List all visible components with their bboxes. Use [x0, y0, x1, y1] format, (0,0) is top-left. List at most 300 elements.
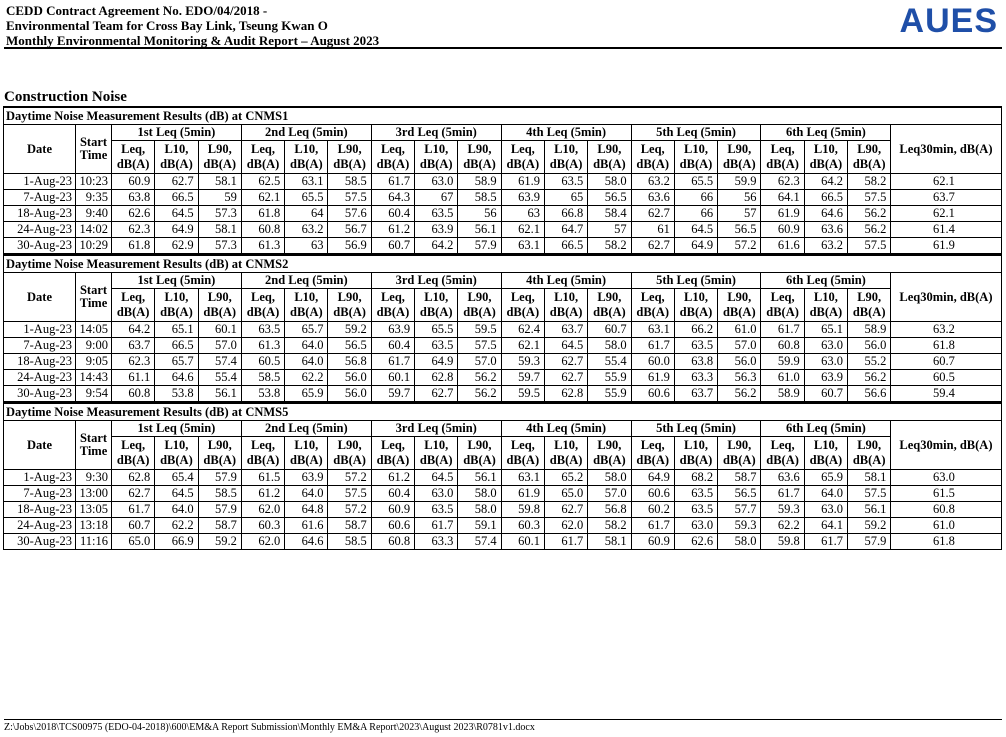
value-cell: 63.9: [804, 370, 847, 386]
value-cell: 62.7: [155, 174, 198, 190]
value-cell: 59.7: [501, 370, 544, 386]
value-cell: 65.7: [155, 354, 198, 370]
value-cell: 55.4: [198, 370, 241, 386]
value-cell: 65.5: [415, 322, 458, 338]
value-cell: 60.9: [371, 502, 414, 518]
time-cell: 14:43: [76, 370, 112, 386]
value-cell: 64.0: [285, 486, 328, 502]
value-cell: 63.9: [371, 322, 414, 338]
value-cell: 65.2: [544, 470, 587, 486]
metric-header: L10, dB(A): [155, 289, 198, 322]
value-cell: 64.5: [544, 338, 587, 354]
value-cell: 64.0: [285, 338, 328, 354]
value-cell: 60.9: [112, 174, 155, 190]
value-cell: 64.5: [155, 486, 198, 502]
metric-header: L90, dB(A): [848, 141, 891, 174]
value-cell: 64.6: [155, 370, 198, 386]
date-cell: 24-Aug-23: [4, 518, 76, 534]
value-cell: 62.2: [285, 370, 328, 386]
time-cell: 9:30: [76, 470, 112, 486]
value-cell: 56.7: [328, 222, 371, 238]
value-cell: 56.3: [718, 370, 761, 386]
value-cell: 58.0: [588, 174, 631, 190]
table-caption: Daytime Noise Measurement Results (dB) at CNMS1: [4, 107, 1002, 125]
metric-header: L10, dB(A): [285, 437, 328, 470]
table-row: [4, 502, 1002, 518]
value-cell: 56.2: [458, 386, 501, 402]
value-cell: 61.6: [285, 518, 328, 534]
value-cell: 62.1: [501, 338, 544, 354]
table-row: [4, 174, 1002, 190]
value-cell: 62.7: [415, 386, 458, 402]
value-cell: 56.2: [848, 370, 891, 386]
metric-header: Leq, dB(A): [371, 289, 414, 322]
value-cell: 63: [285, 238, 328, 254]
leq30-cell: 59.4: [891, 386, 1001, 402]
interval-header: 2nd Leq (5min): [241, 421, 371, 437]
value-cell: 60.7: [804, 386, 847, 402]
value-cell: 56.8: [588, 502, 631, 518]
value-cell: 61.3: [241, 338, 284, 354]
date-cell: 18-Aug-23: [4, 502, 76, 518]
value-cell: 63: [501, 206, 544, 222]
value-cell: 58.0: [458, 486, 501, 502]
value-cell: 55.9: [588, 370, 631, 386]
file-path-footer: Z:\Jobs\2018\TCS00975 (EDO-04-2018)\600\EM&A Report Submission\Monthly EM&A Report\2023\August 2023\R0781v1.docx: [4, 719, 1002, 733]
table-row: [4, 322, 1002, 338]
value-cell: 60.8: [241, 222, 284, 238]
value-cell: 55.2: [848, 354, 891, 370]
value-cell: 57.5: [848, 486, 891, 502]
metric-header: L90, dB(A): [458, 437, 501, 470]
value-cell: 56.2: [848, 206, 891, 222]
value-cell: 62.3: [761, 174, 804, 190]
metric-header: L10, dB(A): [285, 141, 328, 174]
value-cell: 66.5: [804, 190, 847, 206]
value-cell: 57.2: [718, 238, 761, 254]
metric-header: L10, dB(A): [155, 141, 198, 174]
value-cell: 61.7: [631, 518, 674, 534]
start-time-header: Start Time: [76, 421, 112, 470]
value-cell: 62.7: [631, 238, 674, 254]
value-cell: 68.2: [674, 470, 717, 486]
metric-header: L90, dB(A): [848, 437, 891, 470]
value-cell: 64.1: [761, 190, 804, 206]
value-cell: 58.0: [588, 470, 631, 486]
value-cell: 57.5: [458, 338, 501, 354]
value-cell: 63.2: [285, 222, 328, 238]
value-cell: 60.8: [112, 386, 155, 402]
value-cell: 62.0: [241, 502, 284, 518]
value-cell: 63.3: [415, 534, 458, 550]
table-row: [4, 386, 1002, 402]
value-cell: 57.5: [328, 486, 371, 502]
table-row: [4, 534, 1002, 550]
contract-line: CEDD Contract Agreement No. EDO/04/2018 -: [6, 3, 268, 18]
metric-header: Leq, dB(A): [631, 141, 674, 174]
value-cell: 62.4: [501, 322, 544, 338]
value-cell: 57.5: [848, 190, 891, 206]
value-cell: 60.8: [761, 338, 804, 354]
value-cell: 64.5: [155, 206, 198, 222]
leq30-cell: 63.2: [891, 322, 1001, 338]
value-cell: 57.2: [328, 470, 371, 486]
metric-header: Leq, dB(A): [761, 289, 804, 322]
value-cell: 62.3: [112, 222, 155, 238]
metric-header: L90, dB(A): [328, 437, 371, 470]
metric-header: L10, dB(A): [674, 289, 717, 322]
metric-header: L90, dB(A): [458, 141, 501, 174]
value-cell: 60.4: [371, 486, 414, 502]
metric-header: L10, dB(A): [285, 289, 328, 322]
value-cell: 56: [458, 206, 501, 222]
metric-header: Leq, dB(A): [761, 437, 804, 470]
date-cell: 1-Aug-23: [4, 470, 76, 486]
value-cell: 66.5: [155, 338, 198, 354]
time-cell: 11:16: [76, 534, 112, 550]
value-cell: 63.1: [501, 238, 544, 254]
metric-header: Leq, dB(A): [371, 141, 414, 174]
value-cell: 61.3: [241, 238, 284, 254]
metric-header: L90, dB(A): [848, 289, 891, 322]
metric-header: Leq, dB(A): [371, 437, 414, 470]
value-cell: 64.9: [415, 354, 458, 370]
value-cell: 62.1: [241, 190, 284, 206]
value-cell: 63.2: [631, 174, 674, 190]
value-cell: 56.5: [588, 190, 631, 206]
value-cell: 59.7: [371, 386, 414, 402]
value-cell: 58.9: [761, 386, 804, 402]
value-cell: 65.0: [544, 486, 587, 502]
metric-header: L10, dB(A): [804, 289, 847, 322]
value-cell: 65: [544, 190, 587, 206]
leq30-cell: 60.5: [891, 370, 1001, 386]
value-cell: 62.2: [155, 518, 198, 534]
interval-header: 4th Leq (5min): [501, 273, 631, 289]
value-cell: 57.3: [198, 206, 241, 222]
value-cell: 64: [285, 206, 328, 222]
table-caption: Daytime Noise Measurement Results (dB) at CNMS5: [4, 403, 1002, 421]
value-cell: 61.9: [501, 174, 544, 190]
value-cell: 60.6: [631, 386, 674, 402]
value-cell: 61: [631, 222, 674, 238]
metric-header: L90, dB(A): [588, 289, 631, 322]
value-cell: 61.2: [371, 222, 414, 238]
interval-header: 1st Leq (5min): [112, 125, 242, 141]
value-cell: 58.5: [328, 174, 371, 190]
value-cell: 62.1: [501, 222, 544, 238]
metric-header: L10, dB(A): [674, 437, 717, 470]
value-cell: 61.8: [112, 238, 155, 254]
metric-header: L10, dB(A): [155, 437, 198, 470]
value-cell: 60.3: [501, 518, 544, 534]
leq30-cell: 61.0: [891, 518, 1001, 534]
value-cell: 60.4: [371, 206, 414, 222]
value-cell: 57.4: [458, 534, 501, 550]
report-header: [6, 3, 379, 48]
noise-table: [3, 254, 1002, 402]
noise-table: [3, 402, 1002, 550]
value-cell: 63.8: [112, 190, 155, 206]
value-cell: 59.2: [848, 518, 891, 534]
value-cell: 66: [674, 206, 717, 222]
start-time-header: Start Time: [76, 125, 112, 174]
value-cell: 53.8: [155, 386, 198, 402]
value-cell: 61.7: [631, 338, 674, 354]
value-cell: 60.9: [631, 534, 674, 550]
value-cell: 56.2: [718, 386, 761, 402]
section-title: Construction Noise: [4, 89, 127, 105]
value-cell: 62.9: [155, 238, 198, 254]
value-cell: 61.2: [371, 470, 414, 486]
value-cell: 63.1: [631, 322, 674, 338]
interval-header: 1st Leq (5min): [112, 421, 242, 437]
value-cell: 65.1: [155, 322, 198, 338]
value-cell: 58.9: [458, 174, 501, 190]
value-cell: 58.7: [328, 518, 371, 534]
metric-header: L10, dB(A): [674, 141, 717, 174]
value-cell: 64.9: [631, 470, 674, 486]
leq30-cell: 62.1: [891, 206, 1001, 222]
noise-tables: [3, 106, 1001, 550]
leq30-cell: 63.7: [891, 190, 1001, 206]
value-cell: 63.3: [674, 370, 717, 386]
value-cell: 59.5: [458, 322, 501, 338]
value-cell: 65.5: [674, 174, 717, 190]
value-cell: 63.7: [112, 338, 155, 354]
table-row: [4, 354, 1002, 370]
value-cell: 63.1: [501, 470, 544, 486]
metric-header: L10, dB(A): [804, 437, 847, 470]
value-cell: 60.6: [371, 518, 414, 534]
value-cell: 61.1: [112, 370, 155, 386]
interval-header: 3rd Leq (5min): [371, 421, 501, 437]
value-cell: 59.2: [198, 534, 241, 550]
value-cell: 58.5: [328, 534, 371, 550]
table-row: [4, 470, 1002, 486]
value-cell: 63.0: [804, 502, 847, 518]
date-header: Date: [4, 421, 76, 470]
date-cell: 24-Aug-23: [4, 370, 76, 386]
value-cell: 64.6: [285, 534, 328, 550]
value-cell: 64.9: [674, 238, 717, 254]
value-cell: 62.0: [544, 518, 587, 534]
value-cell: 62.6: [674, 534, 717, 550]
value-cell: 59.9: [761, 354, 804, 370]
value-cell: 59.9: [718, 174, 761, 190]
value-cell: 62.7: [112, 486, 155, 502]
value-cell: 61.7: [371, 174, 414, 190]
metric-header: L10, dB(A): [544, 289, 587, 322]
metric-header: L90, dB(A): [718, 437, 761, 470]
table-row: [4, 486, 1002, 502]
value-cell: 59.3: [761, 502, 804, 518]
metric-header: L90, dB(A): [198, 141, 241, 174]
value-cell: 57.4: [198, 354, 241, 370]
metric-header: L10, dB(A): [415, 437, 458, 470]
date-cell: 30-Aug-23: [4, 386, 76, 402]
value-cell: 56: [718, 190, 761, 206]
value-cell: 58.5: [458, 190, 501, 206]
time-cell: 13:18: [76, 518, 112, 534]
interval-header: 5th Leq (5min): [631, 421, 761, 437]
value-cell: 58.7: [718, 470, 761, 486]
time-cell: 9:00: [76, 338, 112, 354]
start-time-header: Start Time: [76, 273, 112, 322]
value-cell: 61.2: [241, 486, 284, 502]
leq30-header: Leq30min, dB(A): [891, 421, 1001, 470]
value-cell: 59.8: [761, 534, 804, 550]
leq30-header: Leq30min, dB(A): [891, 125, 1001, 174]
metric-header: Leq, dB(A): [761, 141, 804, 174]
value-cell: 65.9: [804, 470, 847, 486]
value-cell: 67: [415, 190, 458, 206]
time-cell: 9:05: [76, 354, 112, 370]
value-cell: 62.7: [544, 354, 587, 370]
value-cell: 66.5: [544, 238, 587, 254]
value-cell: 58.7: [198, 518, 241, 534]
header-divider: [4, 47, 1002, 49]
value-cell: 62.3: [112, 354, 155, 370]
interval-header: 1st Leq (5min): [112, 273, 242, 289]
value-cell: 58.1: [198, 222, 241, 238]
value-cell: 65.1: [804, 322, 847, 338]
leq30-cell: 61.9: [891, 238, 1001, 254]
metric-header: Leq, dB(A): [241, 289, 284, 322]
value-cell: 59.5: [501, 386, 544, 402]
interval-header: 5th Leq (5min): [631, 273, 761, 289]
time-cell: 9:35: [76, 190, 112, 206]
metric-header: Leq, dB(A): [112, 289, 155, 322]
metric-header: Leq, dB(A): [631, 289, 674, 322]
date-cell: 18-Aug-23: [4, 354, 76, 370]
value-cell: 64.8: [285, 502, 328, 518]
time-cell: 13:00: [76, 486, 112, 502]
value-cell: 56.1: [198, 386, 241, 402]
value-cell: 62.0: [241, 534, 284, 550]
report-title-line: Monthly Environmental Monitoring & Audit Report – August 2023: [6, 33, 380, 48]
value-cell: 63.5: [415, 502, 458, 518]
value-cell: 56.2: [848, 222, 891, 238]
interval-header: 3rd Leq (5min): [371, 273, 501, 289]
value-cell: 61.9: [631, 370, 674, 386]
value-cell: 61.0: [761, 370, 804, 386]
interval-header: 5th Leq (5min): [631, 125, 761, 141]
date-cell: 30-Aug-23: [4, 238, 76, 254]
leq30-cell: 61.8: [891, 338, 1001, 354]
value-cell: 64.7: [544, 222, 587, 238]
leq30-cell: 61.5: [891, 486, 1001, 502]
value-cell: 58.1: [848, 470, 891, 486]
value-cell: 61.9: [761, 206, 804, 222]
value-cell: 64.0: [285, 354, 328, 370]
value-cell: 58.1: [198, 174, 241, 190]
value-cell: 66.5: [155, 190, 198, 206]
value-cell: 65.9: [285, 386, 328, 402]
date-cell: 24-Aug-23: [4, 222, 76, 238]
value-cell: 61.7: [761, 486, 804, 502]
value-cell: 59.3: [718, 518, 761, 534]
value-cell: 60.4: [371, 338, 414, 354]
metric-header: Leq, dB(A): [241, 437, 284, 470]
value-cell: 63.5: [241, 322, 284, 338]
value-cell: 57.0: [458, 354, 501, 370]
value-cell: 64.3: [371, 190, 414, 206]
interval-header: 2nd Leq (5min): [241, 273, 371, 289]
value-cell: 59: [198, 190, 241, 206]
value-cell: 58.0: [718, 534, 761, 550]
value-cell: 61.5: [241, 470, 284, 486]
date-cell: 18-Aug-23: [4, 206, 76, 222]
leq30-cell: 61.8: [891, 534, 1001, 550]
value-cell: 64.0: [804, 486, 847, 502]
value-cell: 64.2: [415, 238, 458, 254]
value-cell: 62.5: [241, 174, 284, 190]
value-cell: 63.7: [674, 386, 717, 402]
metric-header: L90, dB(A): [198, 437, 241, 470]
value-cell: 63.9: [415, 222, 458, 238]
value-cell: 57.9: [198, 470, 241, 486]
value-cell: 62.8: [112, 470, 155, 486]
value-cell: 61.7: [415, 518, 458, 534]
value-cell: 61.7: [544, 534, 587, 550]
value-cell: 60.5: [241, 354, 284, 370]
interval-header: 2nd Leq (5min): [241, 125, 371, 141]
table-row: [4, 206, 1002, 222]
value-cell: 59.8: [501, 502, 544, 518]
value-cell: 59.1: [458, 518, 501, 534]
value-cell: 62.7: [631, 206, 674, 222]
value-cell: 66.9: [155, 534, 198, 550]
value-cell: 59.2: [328, 322, 371, 338]
value-cell: 61.7: [112, 502, 155, 518]
table-row: [4, 338, 1002, 354]
value-cell: 62.6: [112, 206, 155, 222]
time-cell: 10:23: [76, 174, 112, 190]
value-cell: 57.9: [198, 502, 241, 518]
interval-header: 4th Leq (5min): [501, 125, 631, 141]
metric-header: Leq, dB(A): [501, 141, 544, 174]
value-cell: 60.6: [631, 486, 674, 502]
value-cell: 61.6: [761, 238, 804, 254]
metric-header: L10, dB(A): [804, 141, 847, 174]
value-cell: 56.0: [718, 354, 761, 370]
value-cell: 62.7: [544, 502, 587, 518]
value-cell: 60.7: [371, 238, 414, 254]
table-row: [4, 518, 1002, 534]
value-cell: 62.8: [415, 370, 458, 386]
value-cell: 61.0: [718, 322, 761, 338]
time-cell: 13:05: [76, 502, 112, 518]
value-cell: 57.6: [328, 206, 371, 222]
table-caption: Daytime Noise Measurement Results (dB) at CNMS2: [4, 255, 1002, 273]
metric-header: L90, dB(A): [588, 437, 631, 470]
value-cell: 56.1: [458, 222, 501, 238]
value-cell: 56.0: [328, 386, 371, 402]
value-cell: 58.4: [588, 206, 631, 222]
value-cell: 57.7: [718, 502, 761, 518]
value-cell: 58.5: [241, 370, 284, 386]
value-cell: 64.9: [155, 222, 198, 238]
metric-header: L10, dB(A): [544, 141, 587, 174]
value-cell: 58.9: [848, 322, 891, 338]
value-cell: 56.0: [328, 370, 371, 386]
value-cell: 55.4: [588, 354, 631, 370]
value-cell: 56.9: [328, 238, 371, 254]
value-cell: 60.0: [631, 354, 674, 370]
value-cell: 57.0: [718, 338, 761, 354]
table-row: [4, 370, 1002, 386]
